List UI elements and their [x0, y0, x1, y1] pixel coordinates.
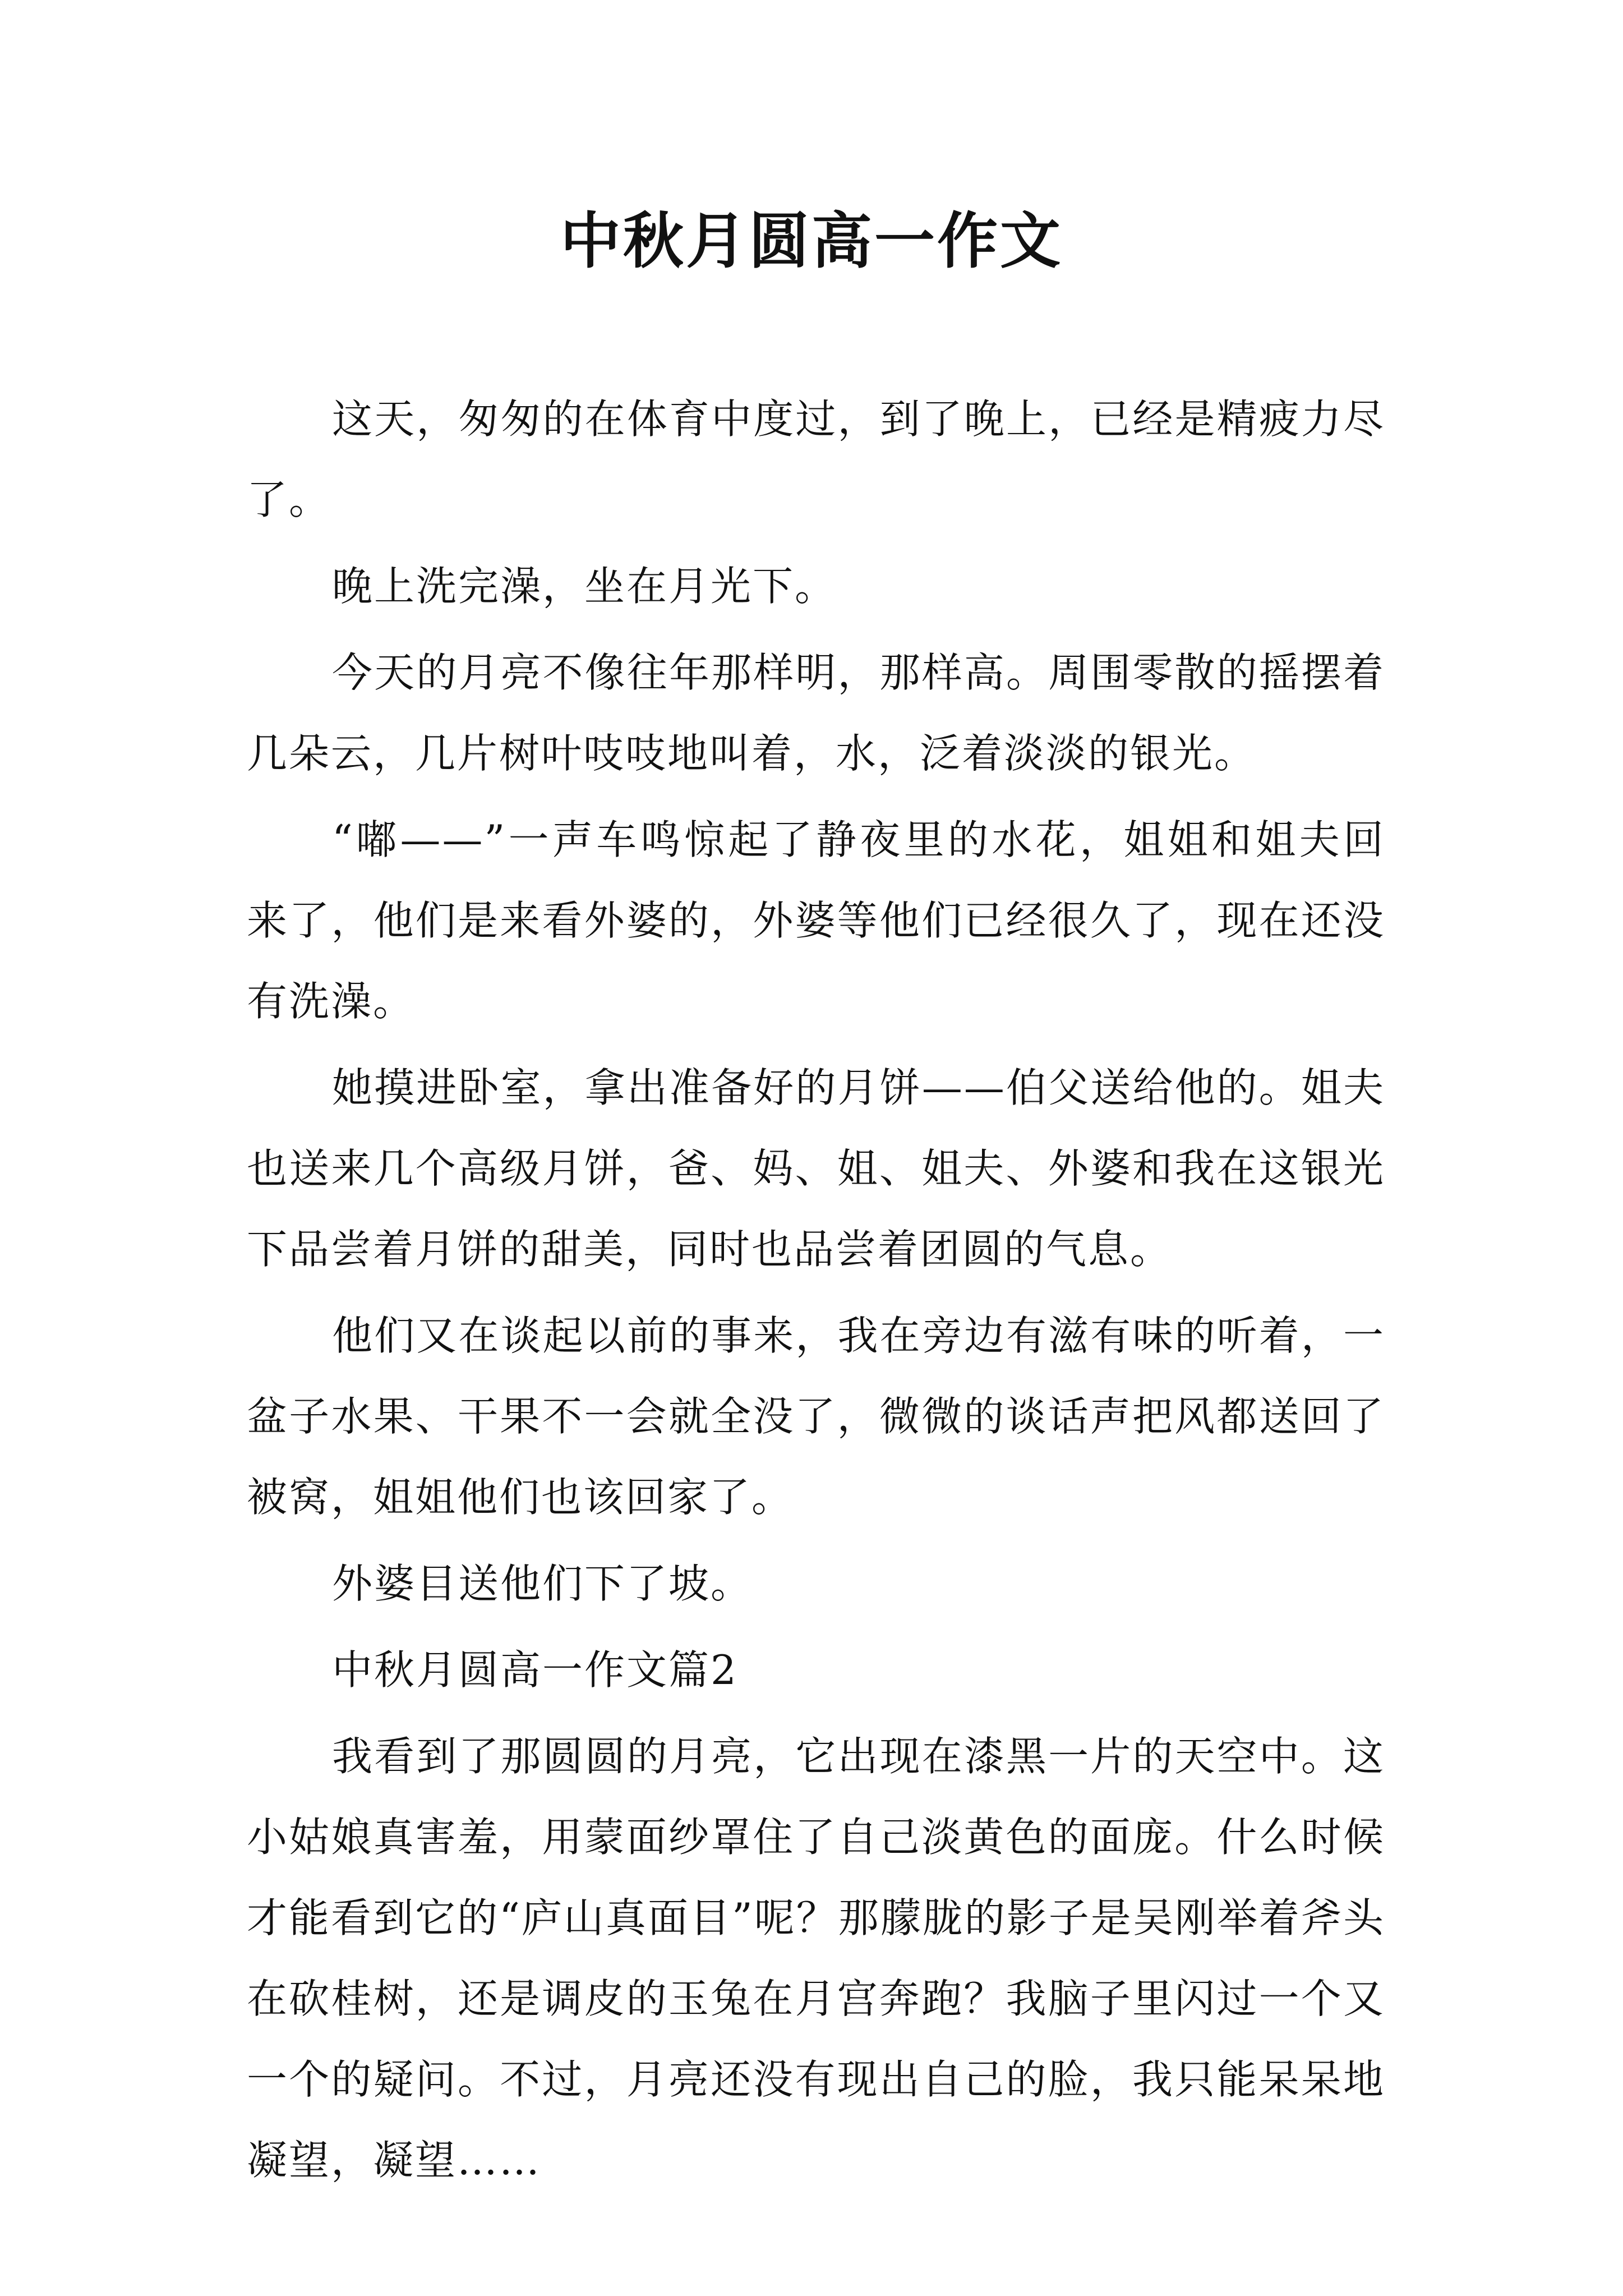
paragraph-7: 外婆目送他们下了坡。 — [332, 1560, 753, 1607]
document-title: 中秋月圆高一作文 — [560, 206, 1063, 277]
paragraph-1: 这天，匆匆的在体育中度过，到了晚上，已经是精疲力尽了。 — [247, 395, 1385, 523]
paragraph-3: 今天的月亮不像往年那样明，那样高。周围零散的摇摆着几朵云，几片树叶吱吱地叫着，水，泛着淡淡的银光。 — [247, 649, 1385, 777]
document-body — [247, 379, 1385, 2206]
paragraph-8: 我看到了那圆圆的月亮，它出现在漆黑一片的天空中。这小姑娘真害羞，用蒙面纱罩住了自己淡黄色的面庞。什么时候才能看到它的“庐山真面目”呢？那朦胧的影子是吴刚举着斧头在砍桂树，还是调皮的玉兔在月宫奔跑？我脑子里闪过一个又一个的疑问。不过，月亮还没有现出自己的脸，我只能呆呆地凝望，凝望…… — [247, 1733, 1385, 2184]
paragraph-6: 他们又在谈起以前的事来，我在旁边有滋有味的听着，一盆子水果、干果不一会就全没了，微微的谈话声把风都送回了被窝，姐姐他们也该回家了。 — [247, 1312, 1385, 1521]
paragraph-4: “嘟——”一声车鸣惊起了静夜里的水花，姐姐和姐夫回来了，他们是来看外婆的，外婆等他们已经很久了，现在还没有洗澡。 — [247, 816, 1385, 1025]
paragraph-2: 晚上洗完澡，坐在月光下。 — [332, 563, 837, 610]
section-heading: 中秋月圆高一作文篇2 — [332, 1646, 738, 1694]
paragraph-5: 她摸进卧室，拿出准备好的月饼——伯父送给他的。姐夫也送来几个高级月饼，爸、妈、姐、姐夫、外婆和我在这银光下品尝着月饼的甜美，同时也品尝着团圆的气息。 — [247, 1064, 1385, 1273]
